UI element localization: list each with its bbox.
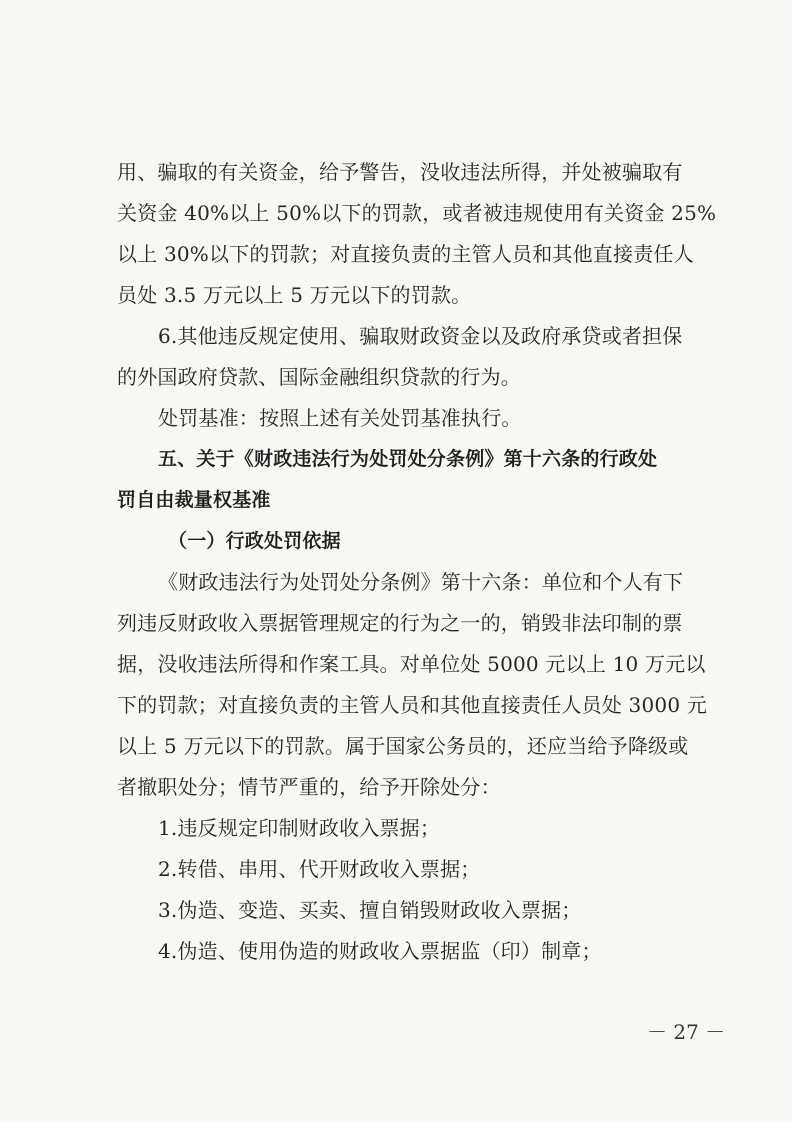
body-text-line: 以上 5 万元以下的罚款。属于国家公务员的，还应当给予降级或 xyxy=(117,734,689,758)
section-heading: 五、关于《财政违法行为处罚处分条例》第十六条的行政处 xyxy=(158,448,658,470)
body-text-line: 关资金 40%以上 50%以下的罚款，或者被违规使用有关资金 25% xyxy=(117,201,717,225)
list-item: 4.伪造、使用伪造的财政收入票据监（印）制章； xyxy=(158,939,602,963)
item-6-text: 6.其他违反规定使用、骗取财政资金以及政府承贷或者担保 xyxy=(158,324,683,348)
penalty-standard-text: 处罚基准：按照上述有关处罚基准执行。 xyxy=(158,406,522,430)
list-item: 2.转借、串用、代开财政收入票据； xyxy=(158,857,481,881)
body-text-line: 的外国政府贷款、国际金融组织贷款的行为。 xyxy=(117,365,521,389)
body-text-line: 员处 3.5 万元以上 5 万元以下的罚款。 xyxy=(117,283,472,307)
body-text-line: 据，没收违法所得和作案工具。对单位处 5000 元以上 10 万元以 xyxy=(117,652,706,676)
body-text-line: 以上 30%以下的罚款；对直接负责的主管人员和其他直接责任人 xyxy=(117,242,694,266)
page-number: － 27 － xyxy=(647,1020,726,1044)
body-text-line: 下的罚款；对直接负责的主管人员和其他直接责任人员处 3000 元 xyxy=(117,693,708,717)
section-heading-continued: 罚自由裁量权基准 xyxy=(117,489,271,511)
subsection-heading: （一）行政处罚依据 xyxy=(168,530,341,552)
body-text-line: 者撤职处分；情节严重的，给予开除处分： xyxy=(117,775,501,799)
body-text-line: 用、骗取的有关资金，给予警告，没收违法所得，并处被骗取有 xyxy=(117,160,683,184)
regulation-citation: 《财政违法行为处罚处分条例》第十六条：单位和个人有下 xyxy=(158,570,684,594)
list-item: 3.伪造、变造、买卖、擅自销毁财政收入票据； xyxy=(158,898,582,922)
list-item: 1.违反规定印制财政收入票据； xyxy=(158,816,441,840)
body-text-line: 列违反财政收入票据管理规定的行为之一的，销毁非法印制的票 xyxy=(117,611,683,635)
